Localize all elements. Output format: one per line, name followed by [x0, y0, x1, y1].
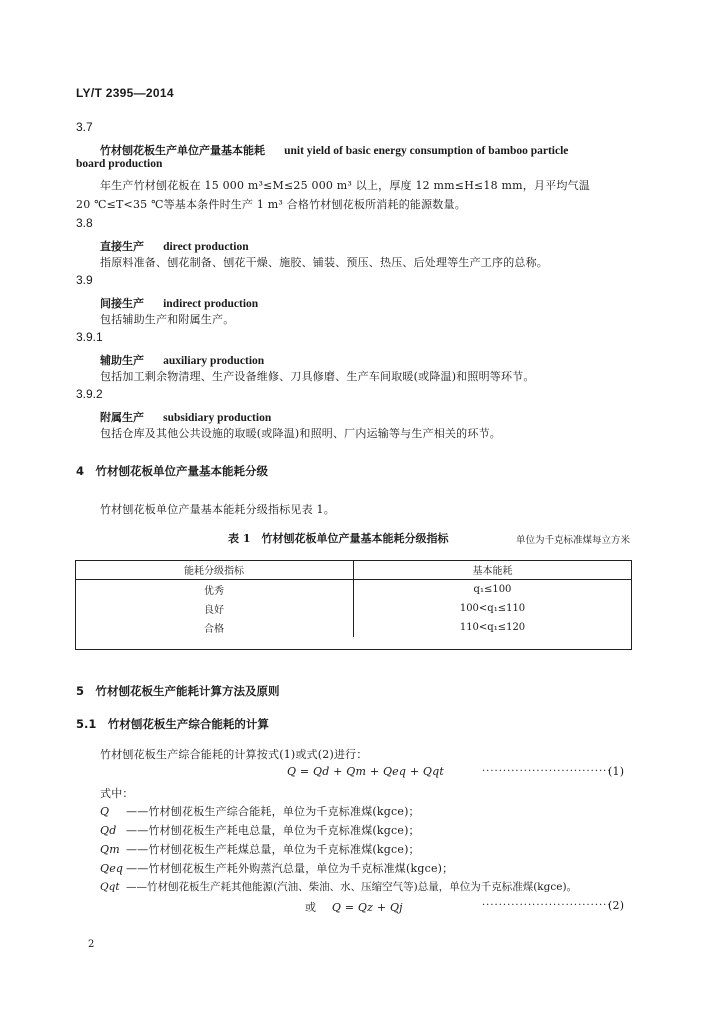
table-cell: 110<q₁≤120: [459, 622, 526, 633]
definition-3-9: 包括辅助生产和附属生产。: [100, 313, 235, 326]
variable-description: ——竹材刨花板生产耗煤总量，单位为千克标准煤(kgce)；: [126, 843, 420, 856]
term-en: direct production: [163, 241, 249, 253]
term-3-9-2: [100, 406, 271, 425]
term-zh: 附属生产: [100, 411, 144, 424]
equation-2-prefix: 或: [305, 901, 317, 914]
equation-1: Q = Qd + Qm + Qeq + Qqt: [287, 765, 445, 778]
table-unit: 单位为千克标准煤每立方米: [516, 535, 631, 546]
term-3-9: [100, 292, 258, 311]
clause-number-3-9-2: 3.9.2: [76, 387, 103, 401]
table-cell: 100<q₁≤110: [459, 603, 526, 614]
variable-symbol: Qeq: [100, 862, 124, 875]
section-5-1-intro: 竹材刨花板生产综合能耗的计算按式(1)或式(2)进行：: [100, 748, 368, 761]
variable-definition: [100, 803, 420, 819]
variable-description: ——竹材刨花板生产耗外购蒸汽总量，单位为千克标准煤(kgce)；: [126, 862, 454, 875]
term-en: auxiliary production: [163, 355, 265, 367]
table-header-row: [75, 560, 631, 580]
equation-1-leader: ·······························: [482, 766, 612, 777]
table-cell: 优秀: [75, 580, 354, 600]
definition-3-9-1: 包括加工剩余物清理、生产设备维修、刀具修磨、生产车间取暖(或降温)和照明等环节。: [100, 370, 535, 383]
equation-1-number: (1): [608, 765, 625, 778]
term-en: unit yield of basic energy consumption of bamboo particle: [284, 145, 569, 157]
equation-2-number: (2): [608, 899, 625, 912]
table-header-cell: 基本能耗: [354, 560, 632, 580]
table-row: [75, 580, 631, 600]
clause-number-3-9-1: 3.9.1: [76, 330, 103, 344]
page-number: 2: [88, 939, 95, 950]
equation-2-leader: ·······························: [482, 900, 612, 911]
term-3-9-1: [100, 349, 264, 368]
variable-description: ——竹材刨花板生产综合能耗，单位为千克标准煤(kgce)；: [126, 805, 420, 818]
variable-symbol: Qqt: [100, 881, 120, 893]
standard-number: LY/T 2395—2014: [76, 86, 174, 100]
term-3-7: [100, 139, 568, 158]
section-4-heading: 4 竹材刨花板单位产量基本能耗分级: [76, 464, 268, 478]
clause-number-3-7: 3.7: [76, 120, 93, 134]
table-row: [75, 618, 631, 637]
equation-2: [305, 899, 403, 915]
table-cell: 合格: [75, 618, 354, 637]
term-zh: 辅助生产: [100, 354, 144, 367]
definition-3-7-line2: 20 ℃≤T<35 ℃等基本条件时生产 1 m³ 合格竹材刨花板所消耗的能源数量。: [76, 198, 466, 211]
variable-description: ——竹材刨花板生产耗其他能源(汽油、柴油、水、压缩空气等)总量，单位为千克标准煤(kgce)。: [126, 881, 578, 893]
term-zh: 竹材刨花板生产单位产量基本能耗: [100, 144, 265, 157]
definition-3-8: 指原料准备、刨花制备、刨花干燥、施胶、铺装、预压、热压、后处理等生产工序的总称。: [100, 256, 548, 269]
variable-symbol: Q: [100, 805, 110, 818]
table-cell: 良好: [75, 599, 354, 618]
variable-description: ——竹材刨花板生产耗电总量，单位为千克标准煤(kgce)；: [126, 824, 420, 837]
equation-2-body: Q = Qz + Qj: [331, 901, 403, 914]
definition-3-9-2: 包括仓库及其他公共设施的取暖(或降温)和照明、厂内运输等与生产相关的环节。: [100, 427, 501, 440]
section-4-paragraph: 竹材刨花板单位产量基本能耗分级指标见表 1。: [100, 503, 335, 516]
term-zh: 间接生产: [100, 297, 144, 310]
variable-definition: [100, 841, 420, 857]
table-header-cell: 能耗分级指标: [75, 560, 354, 580]
section-5-heading: 5 竹材刨花板生产能耗计算方法及原则: [76, 684, 280, 698]
section-5-1-heading: 5.1 竹材刨花板生产综合能耗的计算: [76, 717, 269, 731]
grade-table: [75, 560, 631, 637]
variable-symbol: Qm: [100, 843, 120, 856]
term-3-8: [100, 235, 249, 254]
term-zh: 直接生产: [100, 240, 144, 253]
table-caption: 表 1 竹材刨花板单位产量基本能耗分级指标: [228, 532, 449, 545]
table-row: [75, 599, 631, 618]
where-label: 式中：: [100, 787, 134, 800]
clause-number-3-8: 3.8: [76, 216, 93, 230]
definition-3-7-line1: 年生产竹材刨花板在 15 000 m³≤M≤25 000 m³ 以上，厚度 12 mm≤H≤18 mm，月平均气温: [100, 179, 590, 192]
variable-definition: [100, 860, 453, 876]
variable-definition: [100, 822, 420, 838]
term-en: indirect production: [163, 298, 259, 310]
variable-symbol: Qd: [100, 824, 117, 837]
term-en-continued: board production: [76, 158, 163, 170]
clause-number-3-9: 3.9: [76, 273, 93, 287]
term-en: subsidiary production: [163, 412, 272, 424]
variable-definition: [100, 879, 577, 894]
table-cell: q₁≤100: [473, 584, 512, 595]
